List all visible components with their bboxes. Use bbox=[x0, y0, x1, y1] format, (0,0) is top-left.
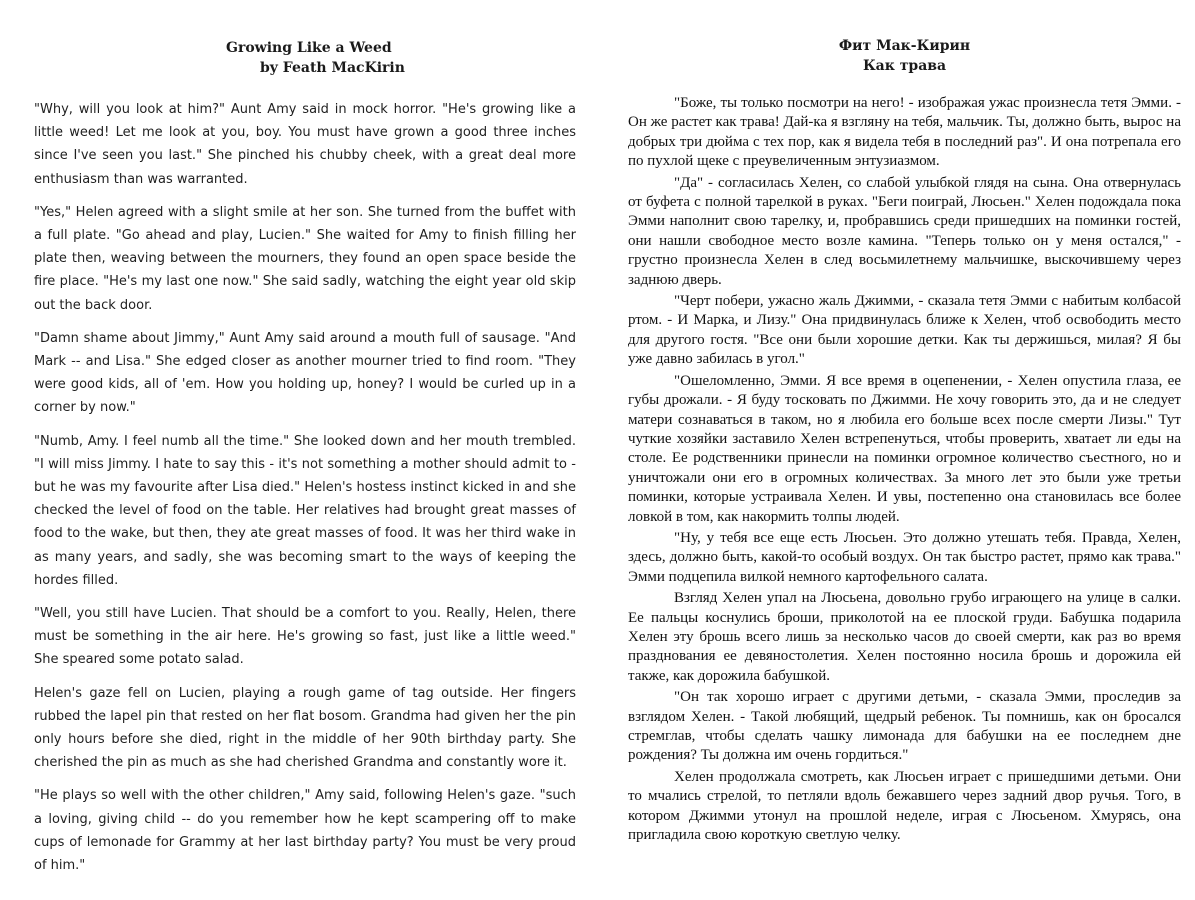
russian-paragraph: "Да" - согласилась Хелен, со слабой улыбкой глядя на сына. Она отвернулась от буфета с полной тарелкой в руках. "Беги поиграй, Люсьен." Хелен подождала пока Эмми наполнит свою тарелку, и, пробравшись среди пришедших на поминки гостей, они нашли свободное место возле камина. "Теперь только он у меня остался," - грустно произнесла Хелен в след восьмилетнему мальчишке, выскочившему через заднюю дверь. bbox=[628, 174, 1181, 288]
english-paragraph: "Damn shame about Jimmy," Aunt Amy said around a mouth full of sausage. "And Mark -- and Lisa." She edged closer as another mourner tried to find room. "They were good kids, all of 'em. How you holding up, honey? I would be curled up in a corner by now." bbox=[34, 330, 576, 416]
russian-paragraph: "Ну, у тебя все еще есть Люсьен. Это должно утешать тебя. Правда, Хелен, здесь, должно быть, какой-то особый воздух. Он так быстро растет, прямо как трава." Эмми подцепила вилкой немного картофельного салата. bbox=[628, 529, 1181, 585]
english-byline: by Feath MacKirin bbox=[260, 60, 405, 76]
russian-paragraph: "Он так хорошо играет с другими детьми, - сказала Эмми, проследив за взглядом Хелен. - Такой любящий, щедрый ребенок. Ты помнишь, как он бросался стремглав, чтобы сделать чашку лимонада для бабушки на ее последнем дне рождения? Ты должна им очень гордиться." bbox=[628, 689, 1181, 764]
english-paragraph: "Well, you still have Lucien. That should be a comfort to you. Really, Helen, there must be something in the air here. He's growing so fast, just like a little weed." She speared some potato salad. bbox=[34, 606, 576, 668]
english-paragraph: "Numb, Amy. I feel numb all the time." She looked down and her mouth trembled. "I will miss Jimmy. I hate to say this - it's not something a mother should admit to - but he was my favourite after Lisa died." Helen's hostess instinct kicked in and she checked the level of food on the table. Her relatives had brought great masses of food to the wake, but then, they ate great masses of food. It was her third wake in as many years, and sadly, she was becoming smart to the ways of keeping the hordes filled. bbox=[34, 433, 576, 588]
russian-paragraph: "Черт побери, ужасно жаль Джимми, - сказала тетя Эмми с набитым колбасой ртом. - И Марка, и Лизу." Она придвинулась ближе к Хелен, чтоб освободить место для другого гостя. "Все они были хорошие детки. Как ты держишься, милая? Я бы уже давно забилась в угол." bbox=[628, 293, 1181, 368]
russian-author: Фит Мак-Кирин bbox=[838, 38, 971, 54]
english-title-block bbox=[34, 38, 576, 78]
russian-paragraph: "Ошеломленно, Эмми. Я все время в оцепенении, - Хелен опустила глаза, ее губы дрожали. - Я буду тосковать по Джимми. Не хочу говорить это, да и не следует матери сознаваться в таком, но я любила его больше всех после смерти Лизы." Тут чуткие хозяйки заставило Хелен встрепенуться, чтобы проверить, хватает ли еды на столе. Ее родственники принесли на поминки огромное количество съестного, но и уничтожали они его в огромных количествах. За много лет это были уже третьи поминки, которые устраивала Хелен. И увы, постепенно она становилась все более ловкой в том, как накормить толпы людей. bbox=[628, 372, 1181, 525]
english-paragraph: "He plays so well with the other children," Amy said, following Helen's gaze. "such a loving, giving child -- do you remember how he kept scampering off to make cups of lemonade for Grammy at her last birthday party? You must be very proud of him." bbox=[34, 788, 576, 874]
english-paragraph: "Yes," Helen agreed with a slight smile at her son. She turned from the buffet with a full plate. "Go ahead and play, Lucien." She waited for Amy to finish filling her plate then, weaving between the mourners, they found an open space beside the fire place. "He's my last one now." She said sadly, watching the eight year old skip out the back door. bbox=[34, 204, 576, 313]
russian-paragraph: Хелен продолжала смотреть, как Люсьен играет с пришедшими детьми. Они то мчались стрелой, то петляли вдоль бежавшего через задний двор ручья. Того, в котором Джимми утонул на прошлой неделе, играя с Люсьеном. Хмурясь, она пригладила свою короткую светлую челку. bbox=[628, 768, 1181, 844]
english-title: Growing Like a Weed bbox=[226, 40, 392, 56]
russian-page bbox=[610, 0, 1195, 900]
english-paragraph: Helen's gaze fell on Lucien, playing a rough game of tag outside. Her fingers rubbed the lapel pin that rested on her flat bosom. Grandma had given her the pin only hours before she died, right in the middle of her 90th birthday party. She cherished the pin as much as she had cherished Grandma and constantly wore it. bbox=[34, 685, 576, 771]
russian-paragraph: "Боже, ты только посмотри на него! - изображая ужас произнесла тетя Эмми. - Он же растет как трава! Дай-ка я взгляну на тебя, мальчик. Ты, должно быть, вырос на добрых три дюйма с тех пор, как я видела тебя в последний раз". И она потрепала его по пухлой щеке с преувеличенным энтузиазмом. bbox=[628, 95, 1181, 170]
russian-paragraph: Взгляд Хелен упал на Люсьена, довольно грубо играющего на улице в салки. Ее пальцы коснулись броши, приколотой на ее плоской груди. Бабушка подарила Хелен эту брошь всего лишь за несколько часов до своей смерти, как раз во время празднования ее девяностолетия. Хелен постоянно носила брошь и дорожила ей также, как дорожила бабушкой. bbox=[628, 590, 1181, 684]
russian-title-block bbox=[628, 36, 1181, 76]
english-paragraph: "Why, will you look at him?" Aunt Amy said in mock horror. "He's growing like a little weed! Let me look at you, boy. You must have grown a good three inches since I've seen you last." She pinched his chubby cheek, with a great deal more enthusiasm than was warranted. bbox=[34, 102, 576, 187]
russian-title: Как трава bbox=[862, 58, 947, 74]
